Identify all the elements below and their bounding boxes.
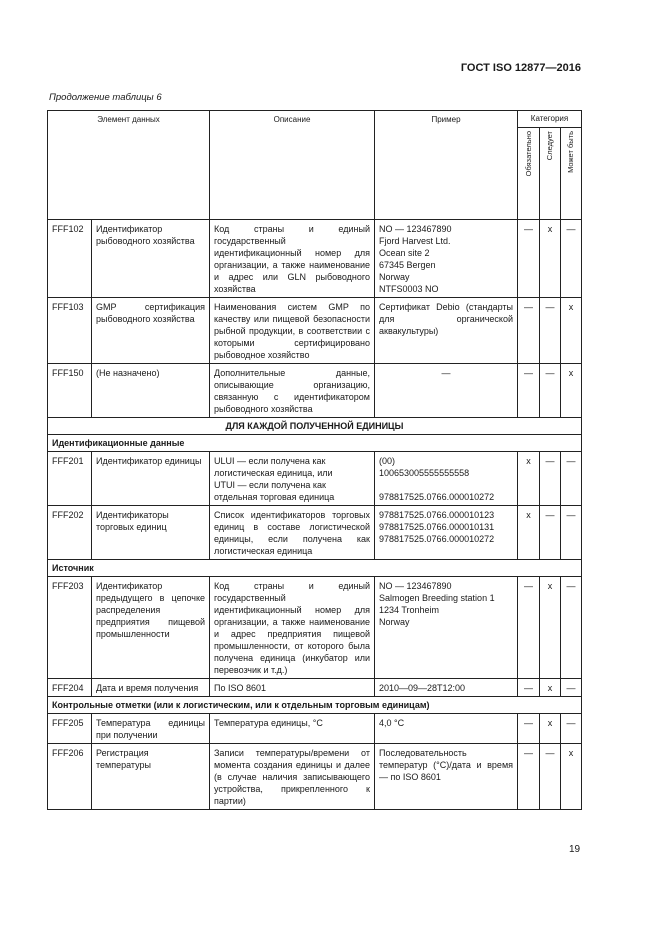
row-may: — (561, 220, 582, 298)
row-description: Записи температуры/времени от момента создания единицы и далее (в случае наличия записывающего устройства, прикрепленного к партии) (210, 744, 375, 810)
row-code: FFF206 (48, 744, 92, 810)
row-should: — (540, 298, 561, 364)
row-may: x (561, 298, 582, 364)
section-title-source: Источник (48, 560, 582, 577)
row-element: GMP сертификация рыбоводного хозяйства (92, 298, 210, 364)
section-title-ident: Идентификационные данные (48, 435, 582, 452)
row-should: x (540, 714, 561, 744)
row-may: — (561, 452, 582, 506)
section-title-per-unit: ДЛЯ КАЖДОЙ ПОЛУЧЕННОЙ ЕДИНИЦЫ (48, 418, 582, 435)
header-description: Описание (210, 111, 375, 220)
table-row (48, 577, 582, 679)
row-should: x (540, 220, 561, 298)
row-description: Дополнительные данные, описывающие организацию, связанную с идентификатором рыбоводного хозяйства (210, 364, 375, 418)
row-code: FFF203 (48, 577, 92, 679)
row-mandatory: — (518, 364, 540, 418)
row-should: — (540, 452, 561, 506)
table-row (48, 506, 582, 560)
section-row (48, 418, 582, 435)
row-example: 2010—09—28T12:00 (375, 679, 518, 697)
section-title-control: Контрольные отметки (или к логистическим, или к отдельным торговым единицам) (48, 697, 582, 714)
row-code: FFF150 (48, 364, 92, 418)
row-element: Идентификатор рыбоводного хозяйства (92, 220, 210, 298)
row-code: FFF202 (48, 506, 92, 560)
row-example: (00) 100653005555555558 978817525.0766.000010272 (375, 452, 518, 506)
row-code: FFF103 (48, 298, 92, 364)
row-element: Идентификаторы торговых единиц (92, 506, 210, 560)
row-element: Идентификатор предыдущего в цепочке распределения предприятия пищевой промышленности (92, 577, 210, 679)
row-code: FFF201 (48, 452, 92, 506)
row-description: Код страны и единый государственный идентификационный номер для организации, а также наименование и адрес или GLN рыбоводного хозяйства (210, 220, 375, 298)
row-example: — (375, 364, 518, 418)
row-should: x (540, 679, 561, 697)
row-element: Температура единицы при получении (92, 714, 210, 744)
row-code: FFF102 (48, 220, 92, 298)
header-element: Элемент данных (48, 111, 210, 220)
row-element: Дата и время получения (92, 679, 210, 697)
table-continuation-caption: Продолжение таблицы 6 (49, 92, 162, 103)
table-row (48, 298, 582, 364)
row-description: Наименования систем GMP по качеству или пищевой безопасности рыбной продукции, в соответствии с которыми сертифицировано рыбоводное хозяйство (210, 298, 375, 364)
row-mandatory: — (518, 744, 540, 810)
table-row (48, 679, 582, 697)
table-row (48, 452, 582, 506)
header-should: Следует (540, 128, 561, 220)
row-code: FFF204 (48, 679, 92, 697)
row-may: x (561, 364, 582, 418)
table-header-row (48, 111, 582, 128)
row-description: Температура единицы, °С (210, 714, 375, 744)
row-may: x (561, 744, 582, 810)
row-example: NO — 123467890 Fjord Harvest Ltd. Ocean site 2 67345 Bergen Norway NTFS0003 NO (375, 220, 518, 298)
table-row (48, 714, 582, 744)
row-mandatory: — (518, 714, 540, 744)
table-row (48, 364, 582, 418)
header-may: Может быть (561, 128, 582, 220)
row-example: NO — 123467890 Salmogen Breeding station 1 1234 Tronheim Norway (375, 577, 518, 679)
row-mandatory: — (518, 679, 540, 697)
header-mandatory: Обязательно (518, 128, 540, 220)
header-example: Пример (375, 111, 518, 220)
row-mandatory: — (518, 220, 540, 298)
row-mandatory: — (518, 298, 540, 364)
section-row (48, 435, 582, 452)
row-mandatory: — (518, 577, 540, 679)
row-may: — (561, 679, 582, 697)
section-row (48, 697, 582, 714)
data-table (47, 110, 582, 810)
page-number: 19 (569, 844, 581, 855)
row-example: Сертификат Debio (стандарты для органической аквакультуры) (375, 298, 518, 364)
row-description: Код страны и единый государственный идентификационный номер для организации, а также наименование и адрес предприятия пищевой промышленности, от которого была получена единица (инкубатор или перевозчик и т.д.) (210, 577, 375, 679)
row-example: Последовательность температур (°С)/дата и время — по ISO 8601 (375, 744, 518, 810)
row-may: — (561, 714, 582, 744)
row-description: Список идентификаторов торговых единиц в составе логистической единицы, если получена как логистическая единица (210, 506, 375, 560)
row-should: — (540, 744, 561, 810)
header-category: Категория (518, 111, 582, 128)
table-row (48, 744, 582, 810)
row-element: Регистрация температуры (92, 744, 210, 810)
row-may: — (561, 506, 582, 560)
row-element: (Не назначено) (92, 364, 210, 418)
row-should: — (540, 506, 561, 560)
standard-title: ГОСТ ISO 12877—2016 (460, 62, 581, 74)
section-row (48, 560, 582, 577)
row-code: FFF205 (48, 714, 92, 744)
row-description: ULUI — если получена как логистическая единица, или UTUI — если получена как отдельная торговая единица (210, 452, 375, 506)
table-row (48, 220, 582, 298)
row-mandatory: x (518, 506, 540, 560)
row-may: — (561, 577, 582, 679)
row-should: x (540, 577, 561, 679)
row-description: По ISO 8601 (210, 679, 375, 697)
row-example: 978817525.0766.000010123 978817525.0766.000010131 978817525.0766.000010272 (375, 506, 518, 560)
row-element: Идентификатор единицы (92, 452, 210, 506)
row-example: 4,0 °С (375, 714, 518, 744)
row-should: — (540, 364, 561, 418)
row-mandatory: x (518, 452, 540, 506)
